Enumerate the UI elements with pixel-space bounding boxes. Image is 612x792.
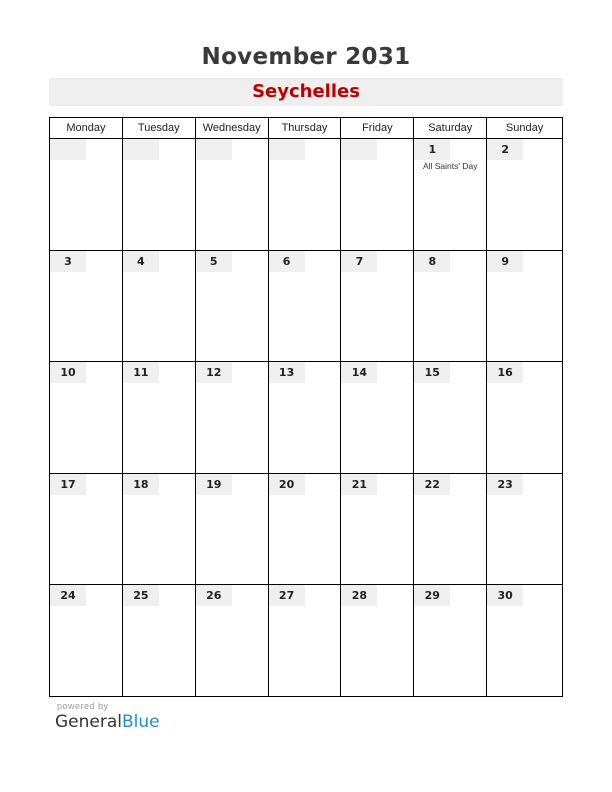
weekday-friday: Friday [341, 118, 414, 139]
day-cell[interactable] [487, 251, 563, 363]
day-cell[interactable] [341, 474, 414, 586]
day-cell[interactable] [341, 585, 414, 697]
weekday-thursday: Thursday [269, 118, 342, 139]
day-number: 22 [414, 474, 450, 495]
day-cell[interactable] [269, 362, 342, 474]
day-number: 28 [341, 585, 377, 606]
weekday-sunday: Sunday [487, 118, 563, 139]
day-cell[interactable] [269, 139, 342, 251]
day-number: 20 [269, 474, 305, 495]
day-number: 24 [50, 585, 86, 606]
weekday-tuesday: Tuesday [123, 118, 196, 139]
day-cell[interactable] [196, 251, 269, 363]
country-name: Seychelles [252, 81, 360, 102]
day-cell[interactable] [196, 474, 269, 586]
day-number: 2 [487, 139, 523, 160]
day-cell[interactable] [123, 585, 196, 697]
day-number: 1 [414, 139, 450, 160]
day-number [123, 139, 159, 160]
powered-by-label: powered by [57, 701, 109, 711]
day-cell[interactable] [123, 474, 196, 586]
day-cell[interactable] [414, 362, 487, 474]
day-cell[interactable] [269, 251, 342, 363]
day-cell[interactable] [341, 362, 414, 474]
day-number: 9 [487, 251, 523, 272]
day-number: 7 [341, 251, 377, 272]
weekday-wednesday: Wednesday [196, 118, 269, 139]
day-cell[interactable] [50, 585, 123, 697]
day-number: 18 [123, 474, 159, 495]
week-row [50, 585, 563, 697]
day-cell[interactable] [50, 139, 123, 251]
day-cell[interactable] [123, 251, 196, 363]
day-number [196, 139, 232, 160]
day-number: 16 [487, 362, 523, 383]
week-row [50, 474, 563, 586]
day-cell[interactable] [487, 362, 563, 474]
day-cell[interactable] [50, 362, 123, 474]
day-cell[interactable] [196, 139, 269, 251]
day-number: 8 [414, 251, 450, 272]
day-cell[interactable] [414, 251, 487, 363]
holiday-label: All Saints' Day [422, 161, 478, 171]
week-row [50, 362, 563, 474]
day-number: 17 [50, 474, 86, 495]
brand-logo[interactable] [55, 712, 160, 732]
day-number: 15 [414, 362, 450, 383]
weekday-header-row [50, 118, 563, 139]
brand-general: General [55, 712, 122, 732]
day-number: 27 [269, 585, 305, 606]
day-cell[interactable] [414, 139, 487, 251]
day-number: 10 [50, 362, 86, 383]
day-cell[interactable] [414, 585, 487, 697]
day-cell[interactable] [196, 585, 269, 697]
day-number: 13 [269, 362, 305, 383]
day-cell[interactable] [341, 139, 414, 251]
day-number: 4 [123, 251, 159, 272]
calendar-title: November 2031 [201, 44, 411, 70]
day-number: 3 [50, 251, 86, 272]
day-number: 23 [487, 474, 523, 495]
day-number: 30 [487, 585, 523, 606]
day-cell[interactable] [50, 474, 123, 586]
day-number [341, 139, 377, 160]
day-number: 14 [341, 362, 377, 383]
day-cell[interactable] [414, 474, 487, 586]
day-cell[interactable] [269, 474, 342, 586]
day-number: 26 [196, 585, 232, 606]
day-cell[interactable] [487, 585, 563, 697]
day-cell[interactable] [487, 139, 563, 251]
day-cell[interactable] [196, 362, 269, 474]
calendar-grid [49, 117, 563, 697]
day-number [50, 139, 86, 160]
weekday-monday: Monday [50, 118, 123, 139]
day-number: 19 [196, 474, 232, 495]
day-number: 25 [123, 585, 159, 606]
brand-blue: Blue [122, 712, 160, 732]
week-row [50, 251, 563, 363]
week-row [50, 139, 563, 251]
country-banner [49, 78, 563, 106]
day-number: 6 [269, 251, 305, 272]
day-number [269, 139, 305, 160]
day-cell[interactable] [50, 251, 123, 363]
day-cell[interactable] [269, 585, 342, 697]
day-number: 21 [341, 474, 377, 495]
weeks-container [50, 139, 563, 697]
day-cell[interactable] [123, 362, 196, 474]
day-number: 12 [196, 362, 232, 383]
day-number: 11 [123, 362, 159, 383]
day-cell[interactable] [341, 251, 414, 363]
day-number: 5 [196, 251, 232, 272]
day-cell[interactable] [123, 139, 196, 251]
weekday-saturday: Saturday [414, 118, 487, 139]
day-number: 29 [414, 585, 450, 606]
day-cell[interactable] [487, 474, 563, 586]
